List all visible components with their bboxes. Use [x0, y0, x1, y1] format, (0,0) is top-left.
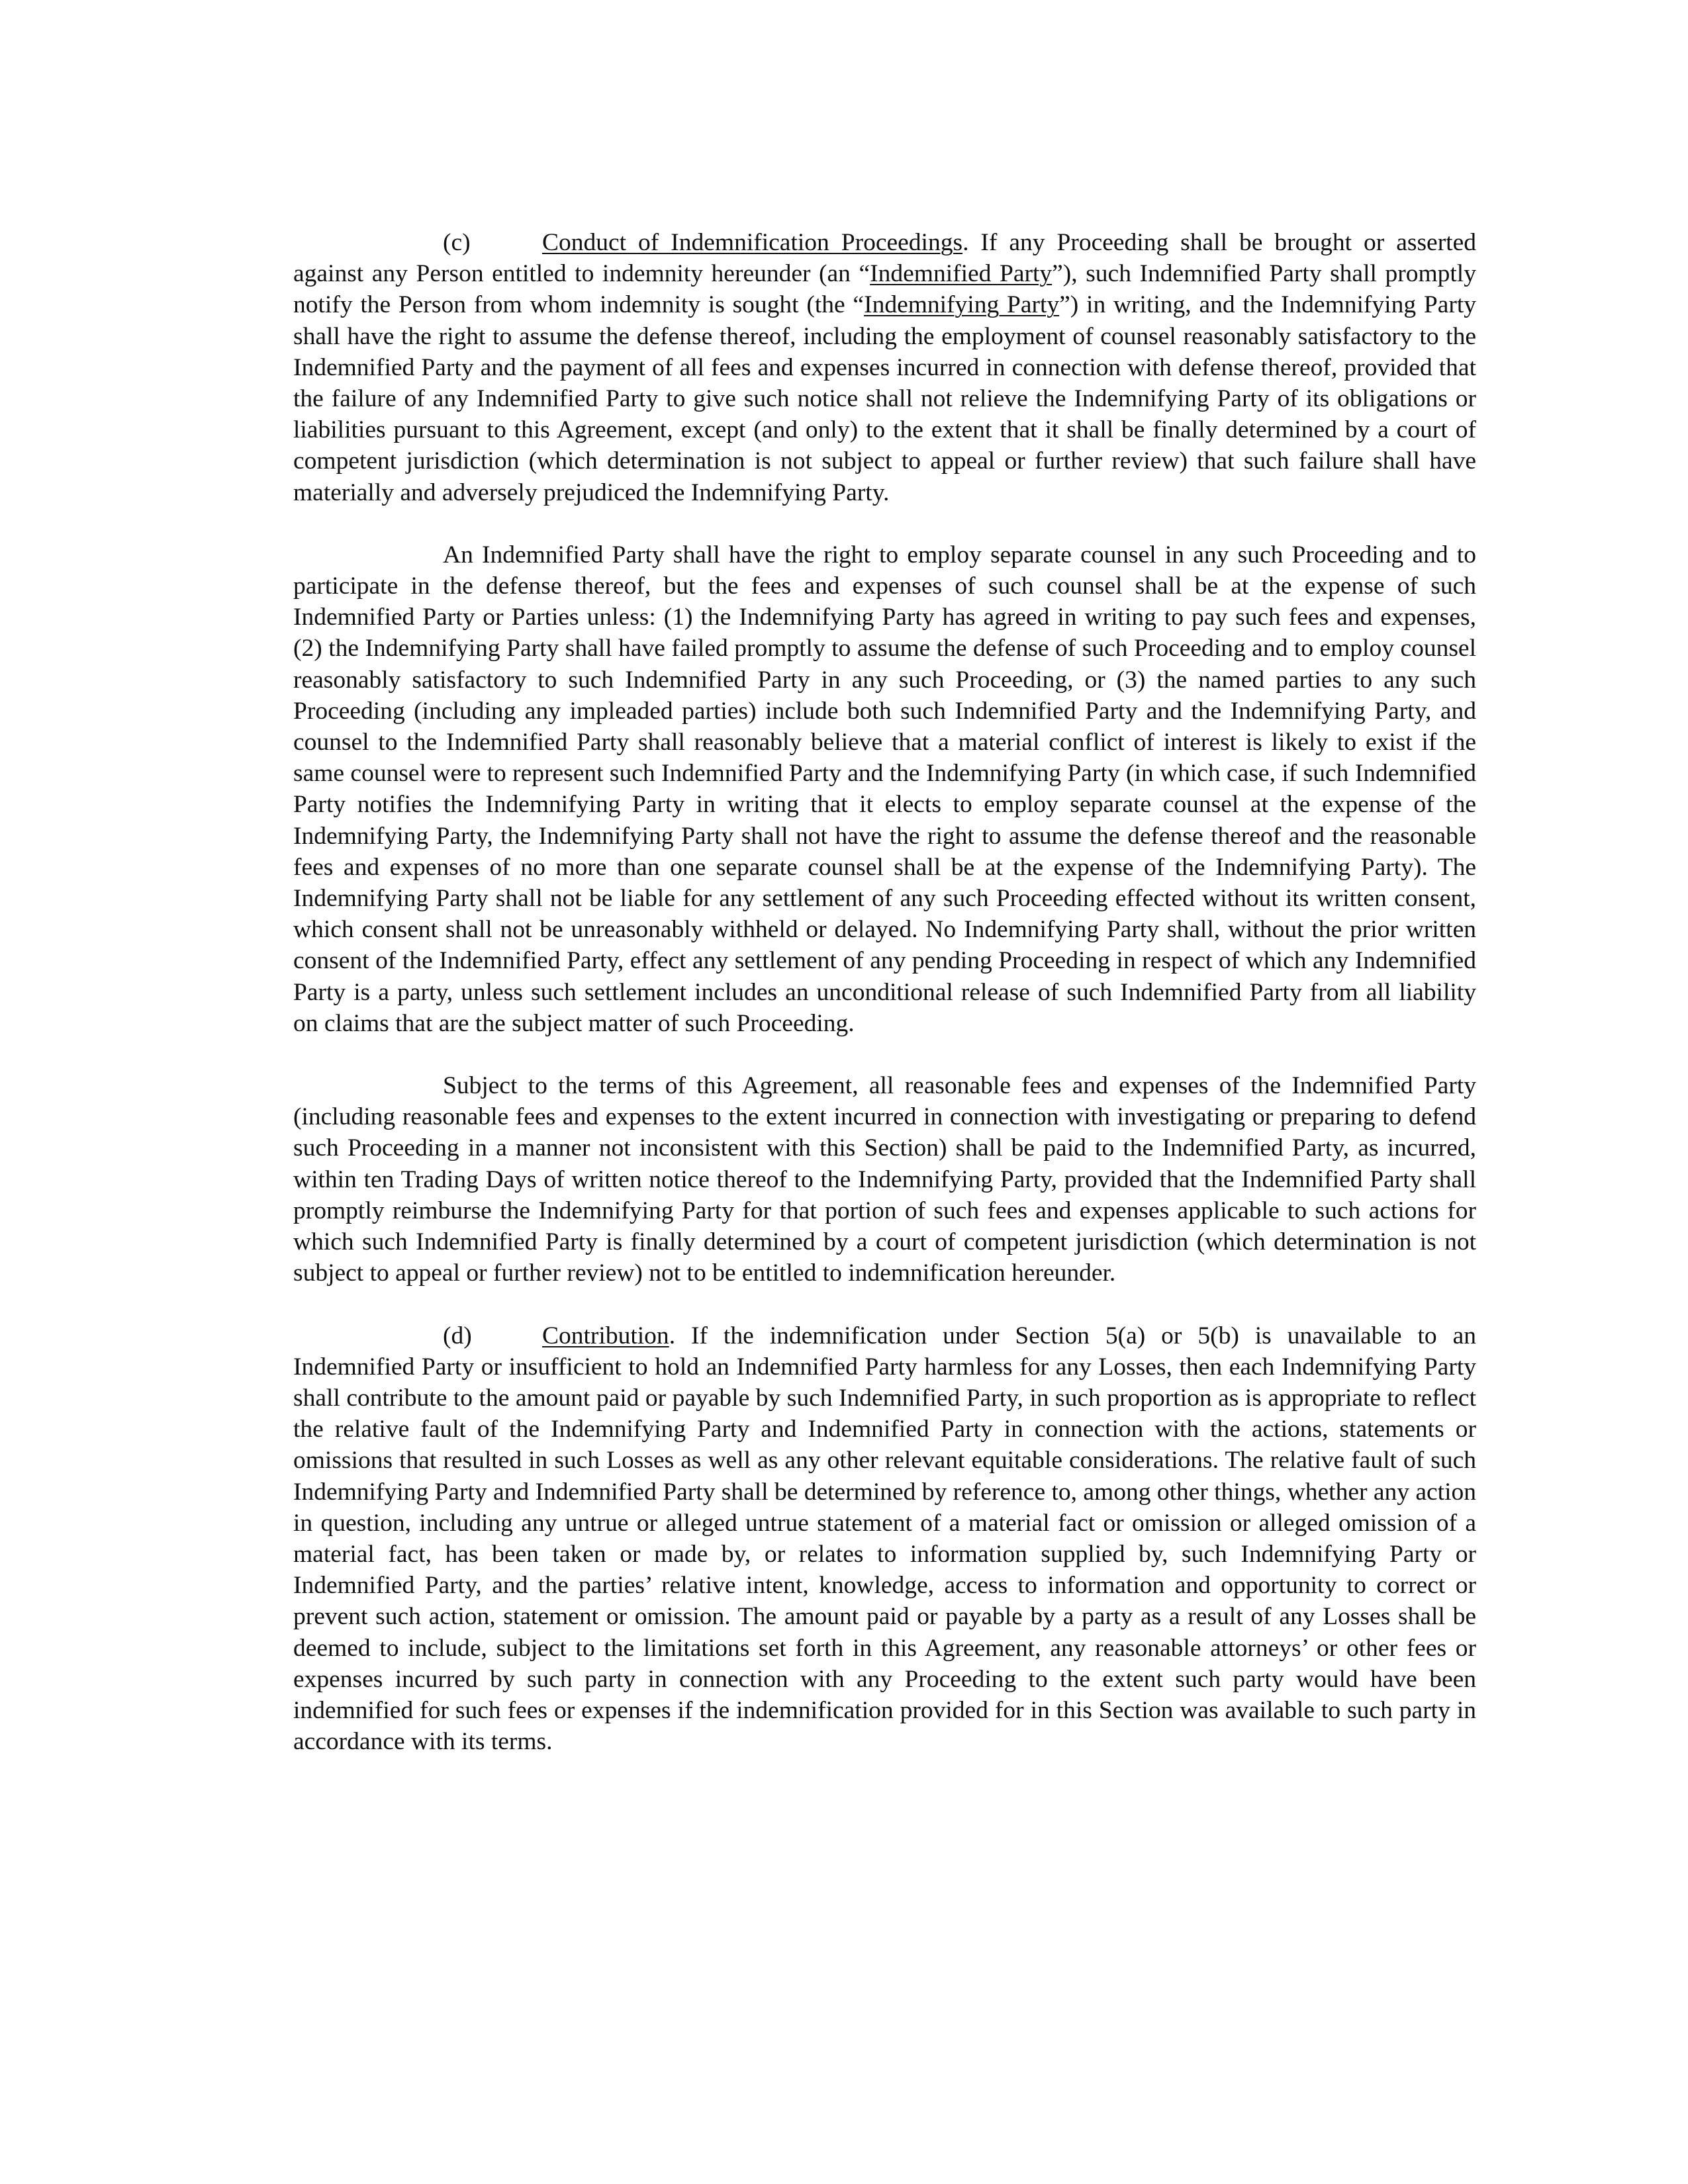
section-c-heading: Conduct of Indemnification Proceedings — [542, 229, 963, 256]
separate-counsel-paragraph: An Indemnified Party shall have the right to employ separate counsel in any such Proceeding and to participate in the defense thereof, but the fees and expenses of such counsel shall be at the expense of such Indemnified Party or Parties unless: (1) the Indemnifying Party has agreed in writing to pay such fees and expenses, (2) the Indemnifying Party shall have failed promptly to assume the defense of such Proceeding and to employ counsel reasonably satisfactory to such Indemnified Party in any such Proceeding, or (3) the named parties to any such Proceeding (including any impleaded parties) include both such Indemnified Party and the Indemnifying Party, and counsel to the Indemnified Party shall reasonably believe that a material conflict of interest is likely to exist if the same counsel were to represent such Indemnified Party and the Indemnifying Party (in which case, if such Indemnified Party notifies the Indemnifying Party in writing that it elects to employ separate counsel at the expense of the Indemnifying Party, the Indemnifying Party shall not have the right to assume the defense thereof and the reasonable fees and expenses of no more than one separate counsel shall be at the expense of the Indemnifying Party). The Indemnifying Party shall not be liable for any settlement of any such Proceeding effected without its written consent, which consent shall not be unreasonably withheld or delayed. No Indemnifying Party shall, without the prior written consent of the Indemnified Party, effect any settlement of any pending Proceeding in respect of which any Indemnified Party is a party, unless such settlement includes an unconditional release of such Indemnified Party from all liability on claims that are the subject matter of such Proceeding. — [293, 541, 1476, 1037]
defined-term-indemnified-party: Indemnified Party — [870, 260, 1053, 288]
fees-expenses-paragraph: Subject to the terms of this Agreement, all reasonable fees and expenses of the Indemnified Party (including reasonable fees and expenses to the extent incurred in connection with investigating or preparing to defend such Proceeding in a manner not inconsistent with this Section) shall be paid to the Indemnified Party, as incurred, within ten Trading Days of written notice thereof to the Indemnifying Party, provided that the Indemnified Party shall promptly reimburse the Indemnifying Party for that portion of such fees and expenses applicable to such actions for which such Indemnified Party is finally determined by a court of competent jurisdiction (which determination is not subject to appeal or further review) not to be entitled to indemnification hereunder. — [293, 1072, 1476, 1287]
section-d-heading: Contribution — [542, 1322, 669, 1349]
section-c-text-3: ”) in writing, and the Indemnifying Party shall have the right to assume the defense thereof, including the employment of counsel reasonably satisfactory to the Indemnified Party and the payment of all fees and expenses incurred in connection with defense thereof, provided that the failure of any Indemnified Party to give such notice shall not relieve the Indemnifying Party of its obligations or liabilities pursuant to this Agreement, except (and only) to the extent that it shall be finally determined by a court of competent jurisdiction (which determination is not subject to appeal or further review) that such failure shall have materially and adversely prejudiced the Indemnifying Party. — [293, 291, 1476, 506]
document-body — [293, 227, 1476, 1757]
section-d-text: . If the indemnification under Section 5(a) or 5(b) is unavailable to an Indemnified Party or insufficient to hold an Indemnified Party harmless for any Losses, then each Indemnifying Party shall contribute to the amount paid or payable by such Indemnified Party, in such proportion as is appropriate to reflect the relative fault of the Indemnifying Party and Indemnified Party in connection with the actions, statements or omissions that resulted in such Losses as well as any other relevant equitable considerations. The relative fault of such Indemnifying Party and Indemnified Party shall be determined by reference to, among other things, whether any action in question, including any untrue or alleged untrue statement of a material fact or omission or alleged omission of a material fact, has been taken or made by, or relates to information supplied by, such Indemnifying Party or Indemnified Party, and the parties’ relative intent, knowledge, access to information and opportunity to correct or prevent such action, statement or omission. The amount paid or payable by a party as a result of any Losses shall be deemed to include, subject to the limitations set forth in this Agreement, any reasonable attorneys’ or other fees or expenses incurred by such party in connection with any Proceeding to the extent such party would have been indemnified for such fees or expenses if the indemnification provided for in this Section was available to such party in accordance with its terms. — [293, 1322, 1476, 1756]
section-c-text-2: ”), such Indemnified Party shall promptly notify the Person from whom indemnity is sought (the “ — [293, 260, 1476, 319]
section-c-paragraph — [293, 227, 1476, 508]
section-c-text-1: . If any Proceeding shall be brought or asserted against any Person entitled to indemnity hereunder (an “ — [293, 229, 1476, 288]
section-d-paragraph — [293, 1320, 1476, 1758]
section-d-number: (d) — [443, 1322, 472, 1349]
section-c-number: (c) — [443, 229, 471, 256]
defined-term-indemnifying-party: Indemnifying Party — [864, 291, 1060, 319]
